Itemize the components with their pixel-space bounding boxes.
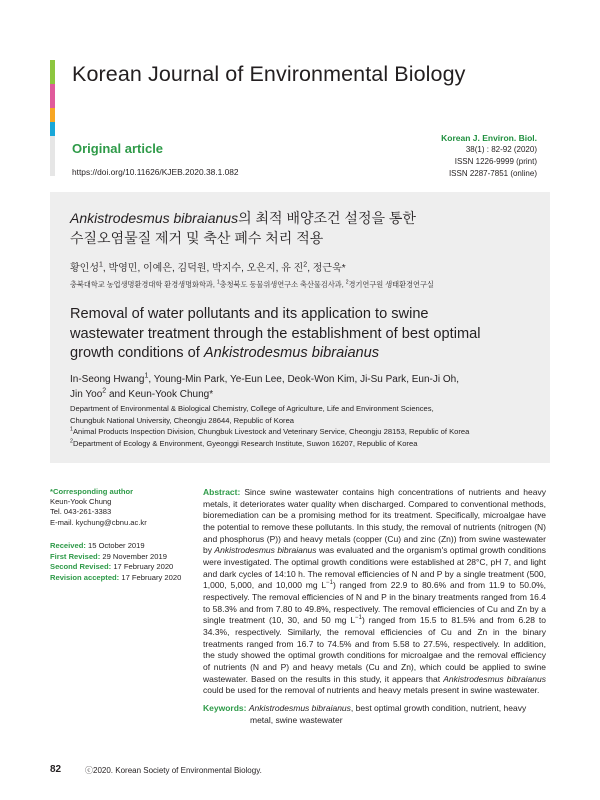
affiliation-ko: 충청북도 동물위생연구소 축산물검사과, [219,280,344,289]
corresponding-label: *Corresponding author [50,487,134,496]
date-received: Received: 15 October 2019 [50,541,145,550]
author-en: Ye-Eun Lee [229,374,282,385]
korean-title-line2: 수질오염물질 제거 및 축산 폐수 처리 적용 [70,230,324,246]
affiliation-ko: 경기연구원 생태환경연구실 [348,280,434,289]
corresponding-tel: Tel. 043-261-3383 [50,507,112,517]
author-ko: 이예은 [143,263,172,274]
colorbar-green [50,60,55,84]
date-accepted: Revision accepted: 17 February 2020 [50,572,182,582]
corresponding-email[interactable]: E-mail. kychung@cbnu.ac.kr [50,517,147,527]
author-ko: 김덕원 [177,263,207,274]
korean-title-species: Ankistrodesmus bibraianus [70,210,239,226]
english-title-line3: growth conditions of [70,345,200,361]
author-en: Deok-Won Kim [287,374,355,385]
english-title-species: Ankistrodesmus bibraianus [203,345,380,361]
english-title-line2: wastewater treatment through the establishment of best optimal [70,325,481,342]
author-ko: 박영민 [108,263,138,274]
author-en: Ji-Su Park [360,374,407,385]
author-en: Young-Min Park [153,374,225,385]
english-title [70,305,540,364]
english-affiliations: Department of Environmental & Biological Chemistry, College of Agriculture, Life and Environment Sciences, Chungbuk National University, Cheongju 28644, Republic of Korea $^1$Animal Products Inspection Division, Chungbuk Livestock and Veterinary Service, Cheongju 28153, Republic of Korea $^2$Department of Ecology & Environment, Gyeonggi Research Institute, Suwon 16207, Republic of Korea [70,403,540,449]
affiliation-en: Department of Environmental & Biological Chemistry, College of Agriculture, Life and Environment Sciences, [70,404,434,413]
korean-authors: 황인성$^1$, 박영민, 이예은, 김덕원, 박지수, 오은지, 유 진$^2$, 정근욱* [70,261,346,274]
korean-affiliations: 충북대학교 농업생명환경대학 환경생명화학과, $^1$충청북도 동물위생연구소 축산물검사과, $^2$경기연구원 생태환경연구실 [70,279,434,289]
citation-block [441,132,537,180]
colorbar-gray [50,136,55,176]
author-ko: 황인성 [70,263,99,274]
abstract-label: Abstract: [203,487,241,497]
corresponding-name: Keun-Yook Chung [50,497,112,507]
author-ko: 유 진 [281,263,304,274]
affiliation-en: Chungbuk National University, Cheongju 28644, Republic of Korea [70,415,295,425]
author-en: Jin Yoo [70,389,103,400]
author-en: Eun-Ji Oh [411,374,457,385]
issn-online: ISSN 2287-7851 (online) [448,169,537,178]
doi-link[interactable]: https://doi.org/10.11626/KJEB.2020.38.1.082 [72,167,239,177]
keywords-label: Keywords: [203,703,247,713]
colorbar-orange [50,108,55,122]
date-second-revised: Second Revised: 17 February 2020 [50,562,174,571]
article-dates [50,541,200,583]
journal-title: Korean Journal of Environmental Biology [72,62,466,86]
journal-abbreviation: Korean J. Environ. Biol. [441,133,537,143]
affiliation-en: Animal Products Inspection Division, Chungbuk Livestock and Veterinary Service, Cheongju 28153, Republic of Korea [72,427,470,436]
affiliation-en: Department of Ecology & Environment, Gyeonggi Research Institute, Suwon 16207, Republic of Korea [72,438,418,448]
keywords: Keywords: Ankistrodesmus bibraianus, best optimal growth condition, nutrient, heavy metal, swine wastewater [203,703,527,725]
author-ko: 오은지 [246,263,276,274]
issn-print: ISSN 1226-9999 (print) [454,157,537,166]
page-number: 82 [50,764,62,775]
korean-title [70,208,416,248]
affiliation-ko: 충북대학교 농업생명환경대학 환경생명화학과, [70,280,215,289]
date-first-revised: First Revised: 29 November 2019 [50,551,167,561]
korean-title-line1: 의 최적 배양조건 설정을 통한 [238,210,416,226]
english-authors: In-Seong Hwang$^1$, Young-Min Park, Ye-Eun Lee, Deok-Won Kim, Ji-Su Park, Eun-Ji Oh, Jin Yoo$^2$ and Keun-Yook Chung* [70,372,459,400]
english-title-line1: Removal of water pollutants and its application to swine [70,306,429,322]
author-en: In-Seong Hwang [70,374,145,385]
copyright: ⓒ2020. Korean Society of Environmental Biology. [85,766,262,775]
author-ko: 정근욱 [312,263,342,274]
colorbar-blue [50,122,55,136]
volume-info: 38(1) : 82-92 (2020) [465,145,537,154]
abstract: Abstract: Since swine wastewater contains high concentrations of nutrients and heavy metals, it deteriorates water quality when discharged. Compared to conventional methods, bioremediation can be a promising method for its treatment. Specifically, microalgae have the potential to remove these pollutants. In this study, the removal of nutrients (nitrogen (N) and phosphorus (P)) and heavy metals (copper (Cu) and zinc (Zn)) from swine wastewater by Ankistrodesmus bibraianus was evaluated and the organism's optimal growth conditions were investigated. The optimal growth conditions were established at 28°C, pH 7, and light and dark cycles of 14:10 h. The removal efficiencies of N and P by a single treatment (500, 1,000, 5,000, and 10,000 mg $L^{-1}$) ranged from 22.9 to 80.6% and from 11.9 to 50.0%, respectively. The removal efficiencies of N and P in the binary treatments ranged from 16.4 to 58.3% and from 7.80 to 49.8%, respectively. The removal efficiencies of Cu and Zn by a single treatment (10, 30, and 50 mg $L^{-1}$) ranged from 15.5 to 81.5% and from 6.28 to 34.3%, respectively. Similarly, the removal efficiencies of Cu and Zn in the binary treatments ranged from 16.7 to 74.5% and from 5.58 to 27.5%, respectively. In addition, the study showed the optimal growth conditions for microalgae and the removal efficiency of nutrients (N and P) and heavy metals (Cu and Zn), which could be applied to swine wastewater. Based on the results in this study, it appears that Ankistrodesmus bibraianus could be used for the removal of nutrients and heavy metals present in swine wastewater. [203,487,547,696]
author-ko: 박지수 [212,263,242,274]
correspondence [50,487,190,528]
article-type: Original article [72,141,164,156]
colorbar-pink [50,84,55,108]
author-en: and Keun-Yook Chung [108,389,210,400]
